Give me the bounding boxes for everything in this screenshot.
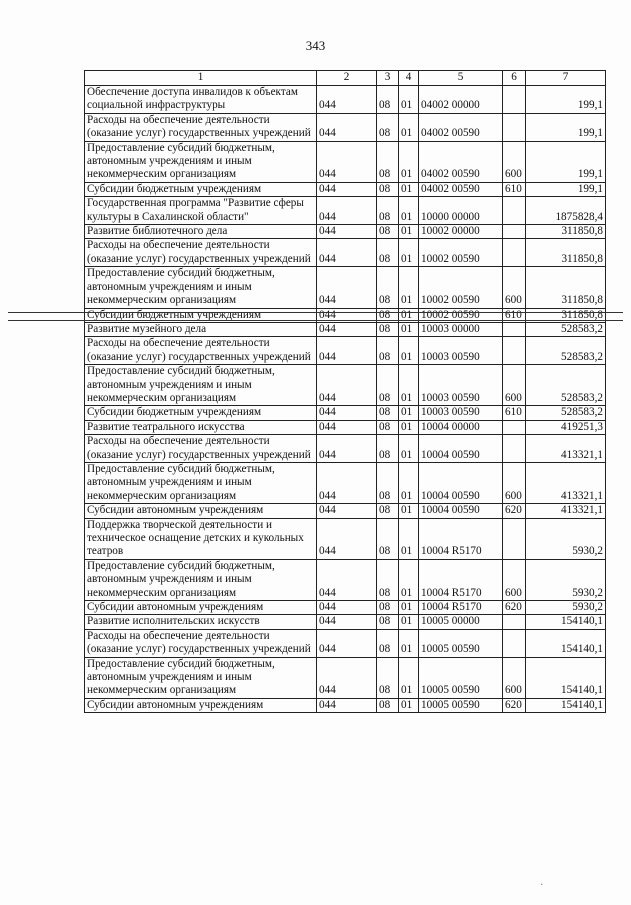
amount-cell: 528583,2 [526, 365, 606, 406]
amount-cell: 5930,2 [526, 518, 606, 559]
item-name-cell: Развитие исполнительских искусств [85, 615, 317, 629]
amount-cell: 311850,8 [526, 239, 606, 267]
target-article-cell: 10002 00590 [419, 267, 503, 308]
section-code-cell: 08 [377, 601, 399, 615]
ministry-code-cell: 044 [317, 518, 377, 559]
section-code-cell: 08 [377, 86, 399, 114]
item-name-cell: Расходы на обеспечение деятельности (оказание услуг) государственных учреждений [85, 113, 317, 141]
target-article-cell: 04002 00590 [419, 141, 503, 182]
table-row [85, 657, 606, 698]
subsection-code-cell: 01 [399, 698, 419, 712]
subsection-code-cell: 01 [399, 225, 419, 239]
header-cell: 3 [377, 71, 399, 86]
amount-cell: 5930,2 [526, 601, 606, 615]
table-row [85, 615, 606, 629]
section-code-cell: 08 [377, 182, 399, 196]
amount-cell: 413321,1 [526, 462, 606, 503]
item-name-cell: Развитие музейного дела [85, 322, 317, 336]
subsection-code-cell: 01 [399, 337, 419, 365]
ministry-code-cell: 044 [317, 657, 377, 698]
table-row [85, 629, 606, 657]
subsection-code-cell: 01 [399, 182, 419, 196]
subsection-code-cell: 01 [399, 365, 419, 406]
ministry-code-cell: 044 [317, 113, 377, 141]
expense-type-cell: 600 [503, 365, 526, 406]
expense-type-cell: 620 [503, 698, 526, 712]
subsection-code-cell: 01 [399, 601, 419, 615]
table-row [85, 365, 606, 406]
subsection-code-cell: 01 [399, 322, 419, 336]
expense-type-cell: 600 [503, 559, 526, 600]
expense-type-cell: 610 [503, 182, 526, 196]
amount-cell: 311850,8 [526, 308, 606, 322]
ministry-code-cell: 044 [317, 239, 377, 267]
table-row [85, 406, 606, 420]
expense-type-cell [503, 322, 526, 336]
item-name-cell: Субсидии бюджетным учреждениям [85, 406, 317, 420]
item-name-cell: Развитие театрального искусства [85, 420, 317, 434]
expense-type-cell [503, 420, 526, 434]
ministry-code-cell: 044 [317, 615, 377, 629]
section-code-cell: 08 [377, 337, 399, 365]
expense-type-cell: 600 [503, 141, 526, 182]
section-code-cell: 08 [377, 406, 399, 420]
expense-type-cell [503, 239, 526, 267]
amount-cell: 528583,2 [526, 322, 606, 336]
amount-cell: 199,1 [526, 182, 606, 196]
amount-cell: 154140,1 [526, 615, 606, 629]
subsection-code-cell: 01 [399, 504, 419, 518]
table-row [85, 197, 606, 225]
table-row [85, 504, 606, 518]
corner-mark: · [540, 880, 544, 891]
item-name-cell: Предоставление субсидий бюджетным, автономным учреждениям и иным некоммерческим организациям [85, 462, 317, 503]
expense-type-cell [503, 337, 526, 365]
item-name-cell: Предоставление субсидий бюджетным, автономным учреждениям и иным некоммерческим организациям [85, 267, 317, 308]
header-cell: 1 [85, 71, 317, 86]
target-article-cell: 10002 00000 [419, 225, 503, 239]
header-cell: 4 [399, 71, 419, 86]
target-article-cell: 10004 00590 [419, 435, 503, 463]
subsection-code-cell: 01 [399, 239, 419, 267]
subsection-code-cell: 01 [399, 406, 419, 420]
item-name-cell: Государственная программа "Развитие сферы культуры в Сахалинской области" [85, 197, 317, 225]
ministry-code-cell: 044 [317, 559, 377, 600]
subsection-code-cell: 01 [399, 113, 419, 141]
target-article-cell: 04002 00590 [419, 182, 503, 196]
header-cell: 7 [526, 71, 606, 86]
ministry-code-cell: 044 [317, 504, 377, 518]
target-article-cell: 04002 00000 [419, 86, 503, 114]
budget-table [84, 70, 606, 713]
amount-cell: 199,1 [526, 86, 606, 114]
expense-type-cell: 600 [503, 462, 526, 503]
item-name-cell: Субсидии бюджетным учреждениям [85, 308, 317, 322]
item-name-cell: Субсидии автономным учреждениям [85, 504, 317, 518]
expense-type-cell [503, 197, 526, 225]
expense-type-cell [503, 435, 526, 463]
subsection-code-cell: 01 [399, 267, 419, 308]
ministry-code-cell: 044 [317, 698, 377, 712]
section-code-cell: 08 [377, 435, 399, 463]
ministry-code-cell: 044 [317, 406, 377, 420]
table-row [85, 518, 606, 559]
item-name-cell: Расходы на обеспечение деятельности (оказание услуг) государственных учреждений [85, 435, 317, 463]
section-code-cell: 08 [377, 267, 399, 308]
section-code-cell: 08 [377, 365, 399, 406]
target-article-cell: 10004 R5170 [419, 601, 503, 615]
ministry-code-cell: 044 [317, 337, 377, 365]
amount-cell: 528583,2 [526, 406, 606, 420]
target-article-cell: 10003 00590 [419, 365, 503, 406]
target-article-cell: 10005 00590 [419, 657, 503, 698]
ministry-code-cell: 044 [317, 86, 377, 114]
table-row [85, 239, 606, 267]
section-code-cell: 08 [377, 657, 399, 698]
amount-cell: 154140,1 [526, 629, 606, 657]
ministry-code-cell: 044 [317, 322, 377, 336]
table-row [85, 182, 606, 196]
item-name-cell: Предоставление субсидий бюджетным, автономным учреждениям и иным некоммерческим организациям [85, 141, 317, 182]
ministry-code-cell: 044 [317, 225, 377, 239]
section-code-cell: 08 [377, 308, 399, 322]
amount-cell: 528583,2 [526, 337, 606, 365]
table-row [85, 559, 606, 600]
item-name-cell: Предоставление субсидий бюджетным, автономным учреждениям и иным некоммерческим организациям [85, 365, 317, 406]
amount-cell: 311850,8 [526, 267, 606, 308]
expense-type-cell [503, 629, 526, 657]
target-article-cell: 10004 00590 [419, 504, 503, 518]
target-article-cell: 10002 00590 [419, 308, 503, 322]
expense-type-cell: 620 [503, 504, 526, 518]
ministry-code-cell: 044 [317, 141, 377, 182]
table-row [85, 420, 606, 434]
amount-cell: 5930,2 [526, 559, 606, 600]
amount-cell: 154140,1 [526, 698, 606, 712]
amount-cell: 199,1 [526, 113, 606, 141]
item-name-cell: Обеспечение доступа инвалидов к объектам социальной инфраструктуры [85, 86, 317, 114]
target-article-cell: 04002 00590 [419, 113, 503, 141]
amount-cell: 1875828,4 [526, 197, 606, 225]
section-code-cell: 08 [377, 698, 399, 712]
target-article-cell: 10005 00590 [419, 698, 503, 712]
expense-type-cell: 600 [503, 657, 526, 698]
table-row [85, 462, 606, 503]
section-code-cell: 08 [377, 615, 399, 629]
expense-type-cell [503, 615, 526, 629]
item-name-cell: Расходы на обеспечение деятельности (оказание услуг) государственных учреждений [85, 629, 317, 657]
ministry-code-cell: 044 [317, 267, 377, 308]
table-row [85, 601, 606, 615]
section-code-cell: 08 [377, 141, 399, 182]
table-body [85, 86, 606, 713]
ministry-code-cell: 044 [317, 601, 377, 615]
table-row [85, 113, 606, 141]
expense-type-cell: 610 [503, 406, 526, 420]
target-article-cell: 10003 00590 [419, 406, 503, 420]
amount-cell: 311850,8 [526, 225, 606, 239]
subsection-code-cell: 01 [399, 86, 419, 114]
subsection-code-cell: 01 [399, 559, 419, 600]
expense-type-cell [503, 86, 526, 114]
target-article-cell: 10000 00000 [419, 197, 503, 225]
strike-line [8, 312, 623, 313]
target-article-cell: 10003 00590 [419, 337, 503, 365]
section-code-cell: 08 [377, 462, 399, 503]
page-number: 343 [305, 38, 326, 53]
expense-type-cell: 610 [503, 308, 526, 322]
target-article-cell: 10005 00000 [419, 615, 503, 629]
header-cell: 5 [419, 71, 503, 86]
item-name-cell: Предоставление субсидий бюджетным, автономным учреждениям и иным некоммерческим организациям [85, 657, 317, 698]
subsection-code-cell: 01 [399, 141, 419, 182]
expense-type-cell [503, 225, 526, 239]
item-name-cell: Субсидии автономным учреждениям [85, 601, 317, 615]
table-header-row [85, 71, 606, 86]
amount-cell: 413321,1 [526, 435, 606, 463]
target-article-cell: 10003 00000 [419, 322, 503, 336]
table-row [85, 337, 606, 365]
section-code-cell: 08 [377, 225, 399, 239]
amount-cell: 154140,1 [526, 657, 606, 698]
table-row [85, 86, 606, 114]
subsection-code-cell: 01 [399, 657, 419, 698]
subsection-code-cell: 01 [399, 518, 419, 559]
subsection-code-cell: 01 [399, 308, 419, 322]
header-cell: 2 [317, 71, 377, 86]
table-row [85, 267, 606, 308]
section-code-cell: 08 [377, 629, 399, 657]
header-cell: 6 [503, 71, 526, 86]
expense-type-cell [503, 113, 526, 141]
amount-cell: 419251,3 [526, 420, 606, 434]
item-name-cell: Субсидии автономным учреждениям [85, 698, 317, 712]
section-code-cell: 08 [377, 322, 399, 336]
target-article-cell: 10004 R5170 [419, 518, 503, 559]
ministry-code-cell: 044 [317, 462, 377, 503]
subsection-code-cell: 01 [399, 629, 419, 657]
amount-cell: 199,1 [526, 141, 606, 182]
expense-type-cell: 600 [503, 267, 526, 308]
section-code-cell: 08 [377, 197, 399, 225]
section-code-cell: 08 [377, 518, 399, 559]
table-row [85, 435, 606, 463]
ministry-code-cell: 044 [317, 629, 377, 657]
table-row [85, 322, 606, 336]
table-row [85, 698, 606, 712]
target-article-cell: 10004 00590 [419, 462, 503, 503]
ministry-code-cell: 044 [317, 365, 377, 406]
target-article-cell: 10002 00590 [419, 239, 503, 267]
section-code-cell: 08 [377, 559, 399, 600]
table-row [85, 141, 606, 182]
section-code-cell: 08 [377, 504, 399, 518]
strike-line [8, 320, 623, 321]
target-article-cell: 10004 00000 [419, 420, 503, 434]
section-code-cell: 08 [377, 113, 399, 141]
item-name-cell: Расходы на обеспечение деятельности (оказание услуг) государственных учреждений [85, 239, 317, 267]
expense-type-cell: 620 [503, 601, 526, 615]
target-article-cell: 10004 R5170 [419, 559, 503, 600]
section-code-cell: 08 [377, 239, 399, 267]
ministry-code-cell: 044 [317, 435, 377, 463]
item-name-cell: Поддержка творческой деятельности и техническое оснащение детских и кукольных театров [85, 518, 317, 559]
subsection-code-cell: 01 [399, 420, 419, 434]
item-name-cell: Субсидии бюджетным учреждениям [85, 182, 317, 196]
item-name-cell: Расходы на обеспечение деятельности (оказание услуг) государственных учреждений [85, 337, 317, 365]
subsection-code-cell: 01 [399, 197, 419, 225]
subsection-code-cell: 01 [399, 615, 419, 629]
ministry-code-cell: 044 [317, 182, 377, 196]
item-name-cell: Предоставление субсидий бюджетным, автономным учреждениям и иным некоммерческим организациям [85, 559, 317, 600]
ministry-code-cell: 044 [317, 420, 377, 434]
target-article-cell: 10005 00590 [419, 629, 503, 657]
section-code-cell: 08 [377, 420, 399, 434]
ministry-code-cell: 044 [317, 308, 377, 322]
expense-type-cell [503, 518, 526, 559]
amount-cell: 413321,1 [526, 504, 606, 518]
item-name-cell: Развитие библиотечного дела [85, 225, 317, 239]
subsection-code-cell: 01 [399, 462, 419, 503]
ministry-code-cell: 044 [317, 197, 377, 225]
subsection-code-cell: 01 [399, 435, 419, 463]
table-row [85, 225, 606, 239]
